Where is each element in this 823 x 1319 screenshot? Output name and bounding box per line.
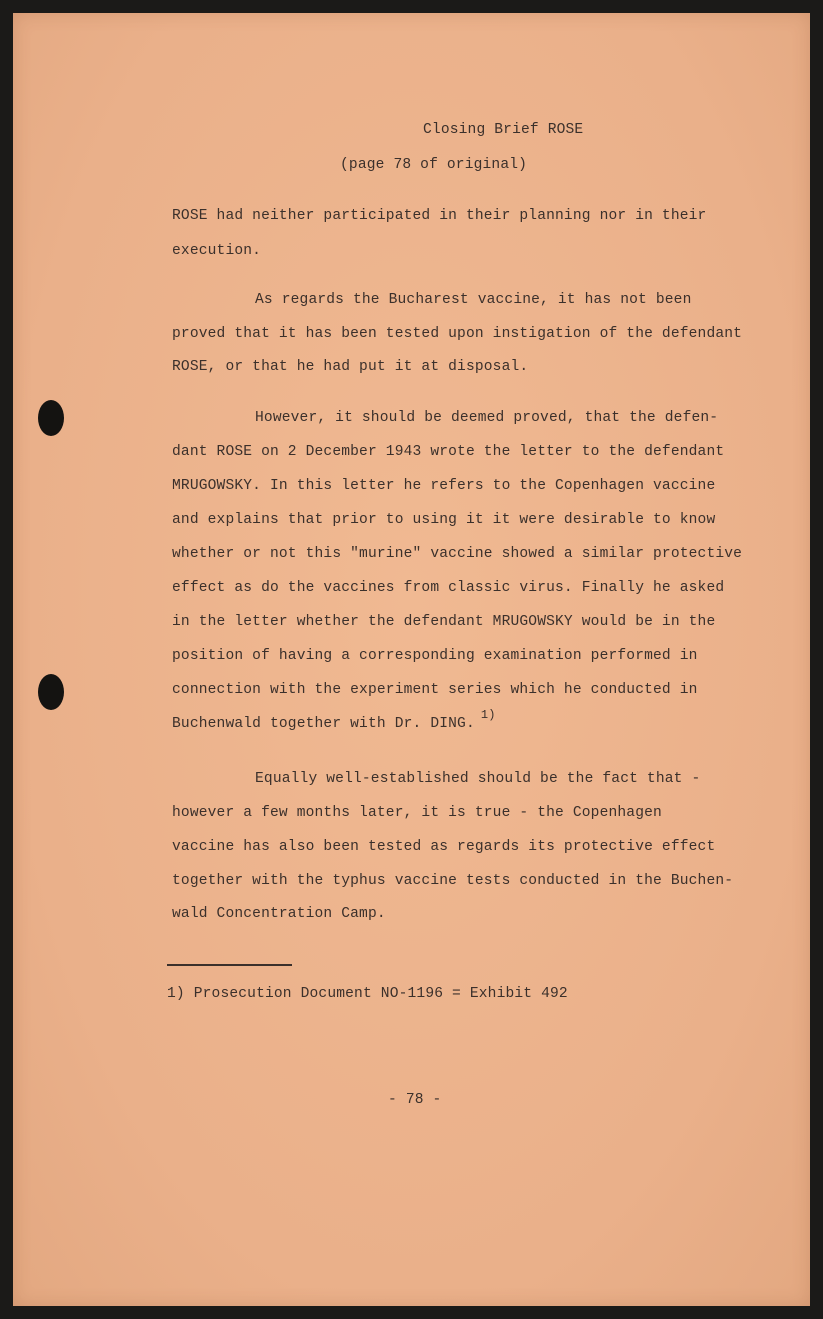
body-line: execution.: [172, 243, 262, 259]
body-line: However, it should be deemed proved, that the defen-: [255, 410, 719, 426]
body-line: vaccine has also been tested as regards its protective effect: [172, 839, 716, 855]
body-line: together with the typhus vaccine tests conducted in the Buchen-: [172, 873, 734, 889]
body-line: in the letter whether the defendant MRUGOWSKY would be in the: [172, 614, 716, 630]
body-line: ROSE had neither participated in their planning nor in their: [172, 208, 707, 224]
body-line: Buchenwald together with Dr. DING.: [172, 716, 475, 732]
original-page-reference: (page 78 of original): [340, 157, 528, 173]
body-line: dant ROSE on 2 December 1943 wrote the letter to the defendant: [172, 444, 725, 460]
footnote-divider: [167, 964, 292, 966]
body-line-with-footnote: [172, 708, 496, 732]
body-line: Equally well-established should be the fact that -: [255, 771, 701, 787]
body-line: As regards the Bucharest vaccine, it has not been: [255, 292, 692, 308]
body-line: MRUGOWSKY. In this letter he refers to the Copenhagen vaccine: [172, 478, 716, 494]
body-line: ROSE, or that he had put it at disposal.: [172, 359, 529, 375]
body-line: however a few months later, it is true - the Copenhagen: [172, 805, 662, 821]
body-line: whether or not this "murine" vaccine showed a similar protective: [172, 546, 743, 562]
body-line: and explains that prior to using it it were desirable to know: [172, 512, 716, 528]
footnote-text: 1) Prosecution Document NO-1196 = Exhibit 492: [167, 986, 568, 1002]
document-title: Closing Brief ROSE: [423, 122, 584, 138]
punch-hole-top: [38, 400, 64, 436]
punch-hole-bottom: [38, 674, 64, 710]
body-line: proved that it has been tested upon instigation of the defendant: [172, 326, 743, 342]
body-line: connection with the experiment series which he conducted in: [172, 682, 698, 698]
body-line: position of having a corresponding examination performed in: [172, 648, 698, 664]
body-line: effect as do the vaccines from classic virus. Finally he asked: [172, 580, 725, 596]
page-number: - 78 -: [388, 1092, 442, 1108]
body-line: wald Concentration Camp.: [172, 906, 386, 922]
footnote-marker: 1): [480, 708, 496, 722]
